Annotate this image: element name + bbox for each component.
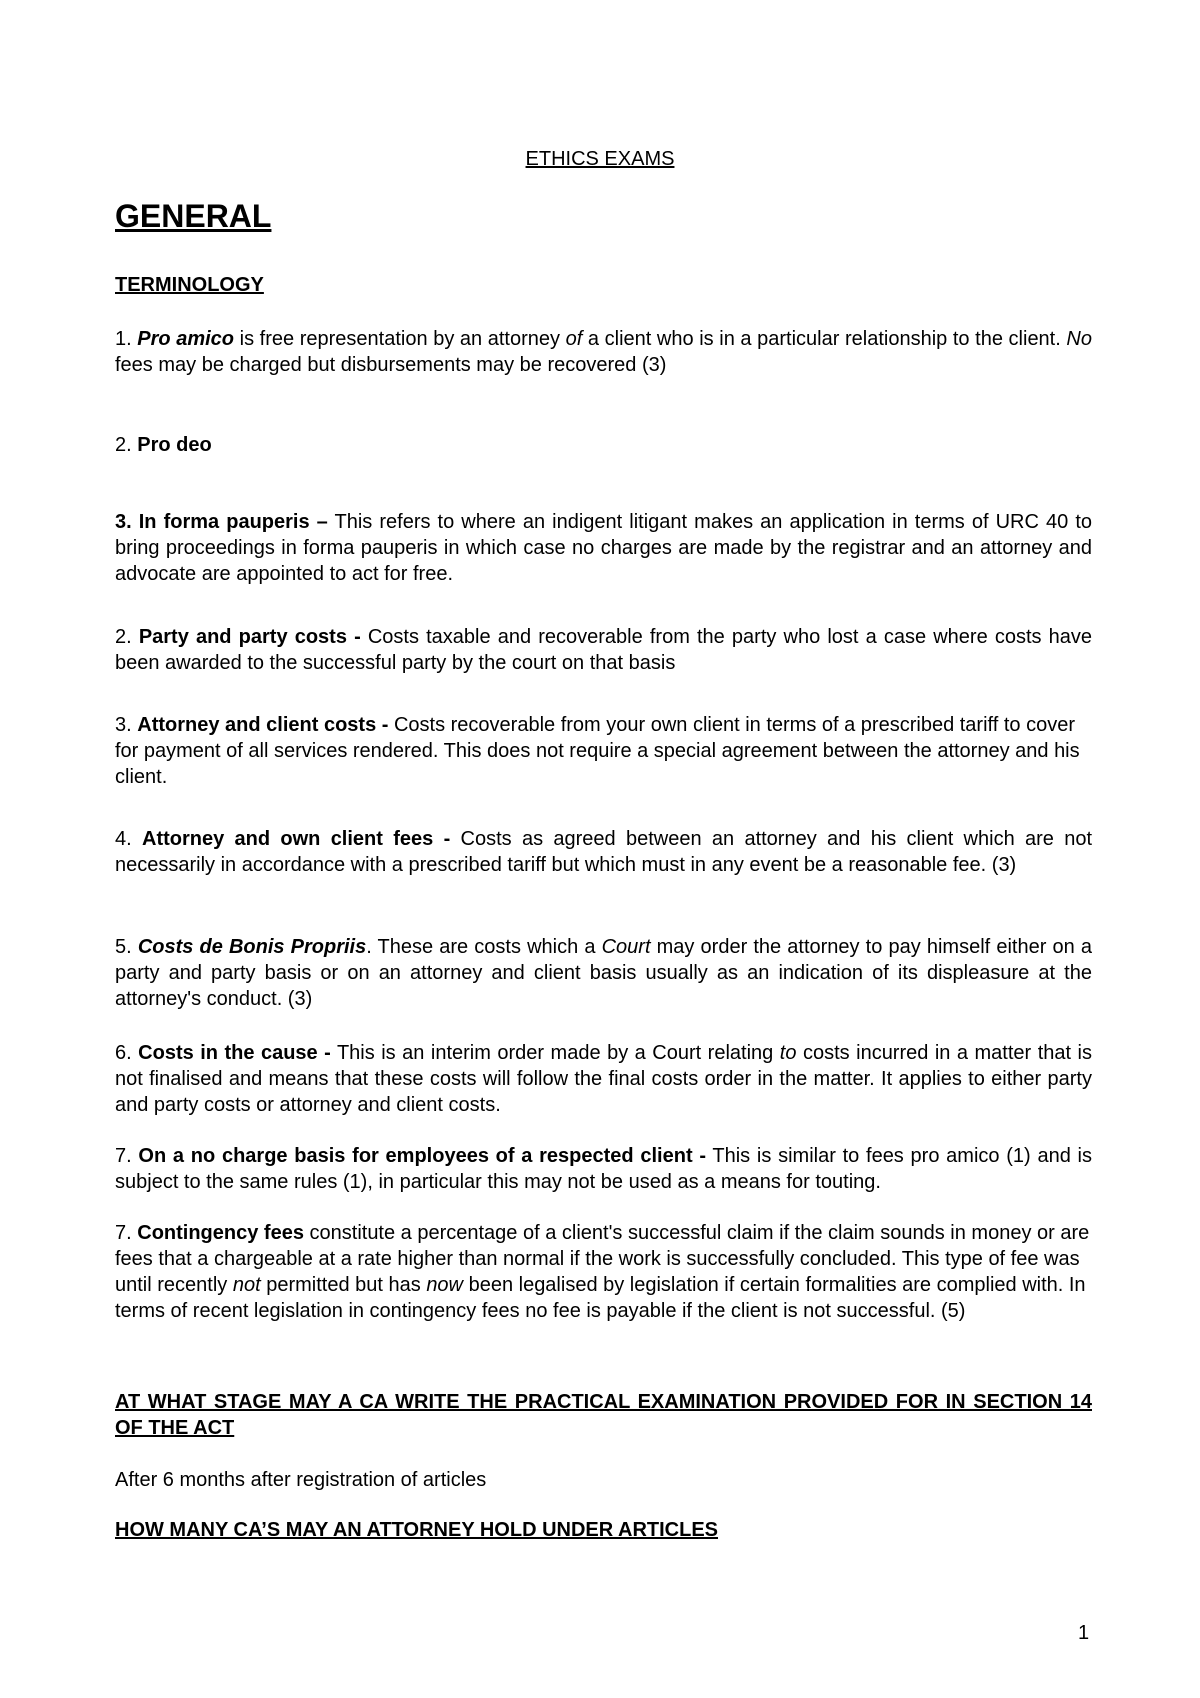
- term-costs-in-the-cause: [115, 1040, 1092, 1118]
- document-title: ETHICS EXAMS: [525, 148, 675, 170]
- question-answer: After 6 months after registration of articles: [115, 1469, 487, 1491]
- term-name: Contingency fees: [137, 1222, 304, 1244]
- term-text: a client who is in a particular relationship to the client.: [582, 328, 1067, 350]
- term-costs-de-bonis-propriis: [115, 934, 1092, 1012]
- term-text-italic: not: [232, 1274, 261, 1296]
- section-heading: GENERAL: [115, 198, 272, 234]
- term-text-italic: to: [779, 1042, 797, 1064]
- term-text: This is similar to fees pro amico (1) and is subject to the same rules (1), in particular this may not be used as a means for touting.: [115, 1145, 1092, 1193]
- term-text-italic: No: [1066, 328, 1092, 350]
- term-name: Attorney and client costs -: [137, 714, 389, 736]
- term-text-italic: now: [426, 1274, 464, 1296]
- term-text: Costs as agreed between an attorney and his client which are not necessarily in accordance with a prescribed tariff but which must in any event be a reasonable fee. (3): [115, 828, 1093, 876]
- term-text: This refers to where an indigent litigant makes an application in terms of URC 40 to bring proceedings in forma pauperis in which case no charges are made by the registrar and an attorney and advocate are appointed to act for free.: [115, 511, 1093, 585]
- question-heading: AT WHAT STAGE MAY A CA WRITE THE PRACTICAL EXAMINATION PROVIDED FOR IN SECTION 14 OF THE ACT: [115, 1391, 1092, 1439]
- term-text: permitted but has: [260, 1274, 427, 1296]
- term-text: costs incurred in a matter that is not finalised and means that these costs will follow the final costs order in the matter. It applies to either party and party costs or attorney and client costs.: [115, 1042, 1092, 1116]
- term-text: fees may be charged but disbursements may be recovered (3): [115, 354, 667, 376]
- term-number: 1.: [115, 328, 138, 350]
- term-name: On a no charge basis for employees of a respected client -: [138, 1145, 707, 1167]
- term-in-forma-pauperis: [115, 509, 1092, 587]
- term-party-and-party-costs: [115, 624, 1092, 676]
- term-name: Costs de: [137, 936, 229, 958]
- term-text: Costs taxable and recoverable from the party who lost a case where costs have been awarded to the successful party by the court on that basis: [115, 626, 1092, 674]
- term-contingency-fees: [115, 1220, 1092, 1324]
- term-number: 6.: [115, 1042, 139, 1064]
- page-number: 1: [1078, 1622, 1090, 1644]
- question-heading: HOW MANY CA’S MAY AN ATTORNEY HOLD UNDER ARTICLES: [115, 1519, 719, 1541]
- term-attorney-and-client-costs: [115, 712, 1092, 790]
- term-name: Attorney and own client fees -: [142, 828, 451, 850]
- term-text: This is an interim order made by a Court relating: [330, 1042, 780, 1064]
- term-text: constitute a percentage of a client's successful claim if the claim sounds in money or are fees that a chargeable at a rate higher than normal if the work is successfully concluded. This type of fee was until recently: [115, 1222, 1090, 1296]
- term-pro-deo: [115, 432, 1092, 458]
- term-text: been legalised by legislation if certain formalities are complied with. In terms of recent legislation in contingency fees no fee is payable if the client is not successful. (5): [115, 1274, 1086, 1322]
- term-pro-amico: [115, 326, 1092, 378]
- term-text-italic: Court: [601, 936, 651, 958]
- term-text: may order the attorney to pay himself either on a party and party basis or on an attorney and client basis usually as an indication of its displeasure at the attorney's conduct. (3): [115, 936, 1092, 1010]
- term-number: 2.: [115, 434, 138, 456]
- term-no-charge-basis: [115, 1143, 1092, 1195]
- term-name: Costs in the cause -: [138, 1042, 331, 1064]
- term-name: Party and party costs -: [138, 626, 361, 648]
- term-name: Pro amico: [137, 328, 235, 350]
- term-name: 3. In forma pauperis –: [115, 511, 328, 533]
- term-name: Pro deo: [137, 434, 212, 456]
- term-text: . These are costs which a: [366, 936, 602, 958]
- term-text: is free representation by an attorney: [234, 328, 566, 350]
- term-text-italic: of: [565, 328, 583, 350]
- term-number: 7.: [115, 1222, 138, 1244]
- term-number: 5.: [115, 936, 138, 958]
- term-number: 2.: [115, 626, 139, 648]
- term-number: 4.: [115, 828, 142, 850]
- term-number: 7.: [115, 1145, 139, 1167]
- subheading: TERMINOLOGY: [115, 274, 264, 296]
- term-number: 3.: [115, 714, 138, 736]
- term-attorney-and-own-client-fees: [115, 826, 1092, 878]
- term-text: Costs recoverable from your own client in terms of a prescribed tariff to cover for payment of all services rendered. This does not require a special agreement between the attorney and his client.: [115, 714, 1080, 788]
- term-name: Bonis Propriis: [228, 936, 367, 958]
